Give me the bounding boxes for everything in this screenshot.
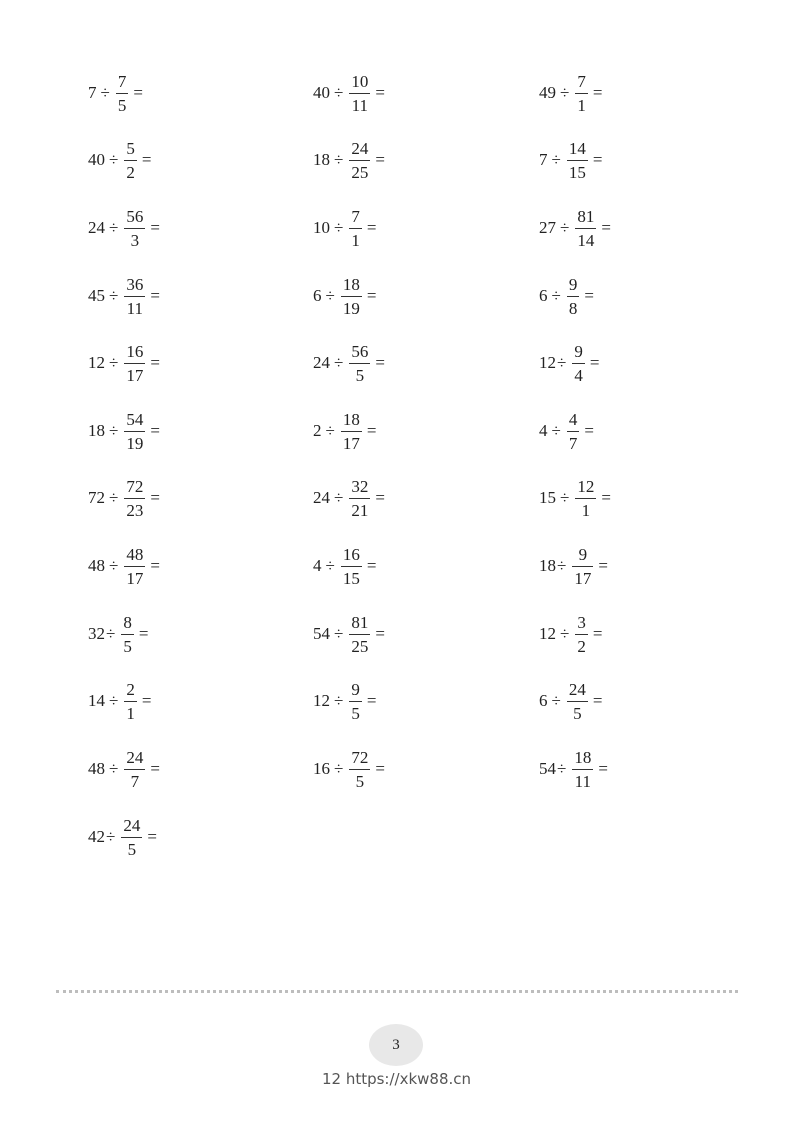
divide-sign: ÷ (557, 759, 567, 778)
dividend: 42 (88, 827, 105, 846)
dividend: 4 (539, 421, 548, 440)
fraction-divisor (341, 411, 362, 452)
fraction-divisor (572, 749, 593, 790)
division-problem (539, 679, 602, 723)
denominator: 1 (126, 703, 135, 723)
denominator: 23 (126, 500, 144, 520)
denominator: 11 (574, 771, 592, 791)
fraction-divisor (567, 140, 588, 181)
denominator: 4 (574, 365, 583, 385)
division-problem (88, 544, 160, 588)
fraction-divisor (124, 140, 137, 181)
fraction-divisor (124, 546, 145, 587)
divide-sign: ÷ (109, 488, 119, 507)
fraction-divisor (575, 478, 596, 519)
denominator: 5 (355, 771, 365, 791)
equals-sign: = (375, 759, 385, 778)
dotted-divider (56, 990, 738, 993)
denominator: 8 (568, 298, 578, 318)
fraction-divisor (124, 478, 145, 519)
fraction-divisor (349, 140, 370, 181)
equals-sign: = (375, 83, 385, 102)
division-problem (88, 815, 157, 859)
denominator: 17 (126, 365, 144, 385)
numerator: 2 (126, 679, 135, 699)
equals-sign: = (375, 624, 385, 643)
division-problem (313, 612, 385, 656)
fraction-divisor (341, 546, 362, 587)
denominator: 17 (574, 568, 592, 588)
dividend: 7 (539, 150, 548, 169)
division-problem (88, 274, 160, 318)
division-problem (539, 341, 599, 385)
numerator: 9 (578, 544, 588, 564)
numerator: 56 (126, 206, 144, 226)
division-problem (313, 747, 385, 791)
numerator: 7 (117, 71, 127, 91)
numerator: 81 (577, 206, 595, 226)
denominator: 17 (342, 433, 360, 453)
equals-sign: = (589, 353, 600, 372)
divide-sign: ÷ (109, 421, 119, 440)
divide-sign: ÷ (325, 556, 335, 575)
denominator: 5 (355, 365, 365, 385)
fraction-divisor (575, 208, 596, 249)
numerator: 7 (577, 71, 586, 91)
numerator: 24 (568, 679, 586, 699)
numerator: 16 (126, 341, 144, 361)
dividend: 72 (88, 488, 105, 507)
numerator: 72 (126, 476, 144, 496)
dividend: 40 (313, 83, 330, 102)
denominator: 14 (577, 230, 595, 250)
divide-sign: ÷ (109, 286, 119, 305)
fraction-divisor (349, 478, 370, 519)
denominator: 2 (577, 636, 586, 656)
denominator: 1 (581, 500, 591, 520)
dividend: 12 (539, 624, 556, 643)
divide-sign: ÷ (109, 218, 119, 237)
equals-sign: = (375, 353, 385, 372)
dividend: 24 (313, 353, 330, 372)
divide-sign: ÷ (334, 150, 344, 169)
division-problem (539, 206, 611, 250)
numerator: 72 (351, 747, 369, 767)
numerator: 12 (577, 476, 595, 496)
dividend: 2 (313, 421, 322, 440)
division-problem (88, 206, 160, 250)
equals-sign: = (150, 488, 160, 507)
denominator: 7 (130, 771, 140, 791)
equals-sign: = (150, 218, 160, 237)
denominator: 25 (351, 162, 369, 182)
division-problem (313, 71, 385, 115)
fraction-divisor (124, 208, 145, 249)
division-problem (313, 409, 376, 453)
fraction-divisor (349, 749, 370, 790)
denominator: 15 (568, 162, 586, 182)
division-problem (539, 476, 611, 520)
numerator: 9 (574, 341, 583, 361)
numerator: 8 (123, 612, 132, 632)
dividend: 27 (539, 218, 556, 237)
division-problem (313, 274, 376, 318)
dividend: 18 (88, 421, 105, 440)
division-problem (539, 274, 594, 318)
divide-sign: ÷ (334, 218, 344, 237)
numerator: 14 (568, 138, 586, 158)
divide-sign: ÷ (334, 624, 344, 643)
denominator: 5 (351, 703, 360, 723)
equals-sign: = (592, 624, 603, 643)
fraction-divisor (124, 749, 145, 790)
fraction-divisor (572, 343, 585, 384)
denominator: 1 (351, 230, 360, 250)
fraction-divisor (567, 411, 580, 452)
numerator: 5 (126, 138, 135, 158)
division-problem (88, 679, 151, 723)
equals-sign: = (584, 421, 594, 440)
denominator: 5 (123, 636, 132, 656)
divide-sign: ÷ (551, 421, 561, 440)
dividend: 24 (88, 218, 105, 237)
division-problem (88, 476, 160, 520)
fraction-divisor (121, 817, 142, 858)
denominator: 19 (342, 298, 360, 318)
dividend: 4 (313, 556, 322, 575)
numerator: 48 (126, 544, 144, 564)
fraction-divisor (349, 681, 362, 722)
dividend: 7 (88, 83, 97, 102)
fraction-divisor (575, 614, 588, 655)
divide-sign: ÷ (109, 353, 119, 372)
equals-sign: = (592, 83, 603, 102)
denominator: 11 (351, 95, 369, 115)
page-number-badge (369, 1024, 423, 1066)
division-problem (539, 612, 602, 656)
division-problem (539, 747, 608, 791)
divide-sign: ÷ (334, 353, 344, 372)
divide-sign: ÷ (109, 691, 119, 710)
denominator: 19 (126, 433, 144, 453)
numerator: 24 (123, 815, 141, 835)
dividend: 6 (539, 286, 548, 305)
equals-sign: = (150, 286, 160, 305)
division-problem (88, 71, 143, 115)
divide-sign: ÷ (551, 691, 561, 710)
dividend: 48 (88, 556, 105, 575)
equals-sign: = (592, 150, 603, 169)
division-problem (88, 747, 160, 791)
division-problem (88, 341, 160, 385)
division-problem (313, 206, 376, 250)
fraction-divisor (124, 681, 137, 722)
divide-sign: ÷ (106, 827, 116, 846)
page-number: 3 (392, 1036, 400, 1053)
fraction-divisor (116, 73, 129, 114)
denominator: 7 (568, 433, 578, 453)
divide-sign: ÷ (557, 556, 567, 575)
fraction-divisor (572, 546, 593, 587)
equals-sign: = (366, 421, 377, 440)
fraction-divisor (575, 73, 588, 114)
division-problem (313, 138, 385, 182)
divide-sign: ÷ (109, 150, 119, 169)
denominator: 15 (342, 568, 360, 588)
numerator: 24 (351, 138, 369, 158)
denominator: 5 (127, 839, 137, 859)
dividend: 6 (539, 691, 548, 710)
equals-sign: = (598, 556, 608, 575)
numerator: 18 (342, 274, 360, 294)
division-problem (539, 71, 602, 115)
equals-sign: = (366, 691, 377, 710)
dividend: 12 (539, 353, 556, 372)
divide-sign: ÷ (100, 83, 110, 102)
equals-sign: = (584, 286, 594, 305)
denominator: 25 (351, 636, 369, 656)
division-problem (313, 544, 376, 588)
divide-sign: ÷ (109, 556, 119, 575)
dividend: 6 (313, 286, 322, 305)
equals-sign: = (601, 488, 611, 507)
divide-sign: ÷ (560, 488, 570, 507)
fraction-divisor (349, 73, 370, 114)
footer-source-text: 12 https://xkw88.cn (321, 1070, 472, 1088)
numerator: 7 (351, 206, 360, 226)
numerator: 9 (568, 274, 578, 294)
equals-sign: = (141, 150, 152, 169)
dividend: 10 (313, 218, 330, 237)
divide-sign: ÷ (334, 83, 344, 102)
dividend: 40 (88, 150, 105, 169)
fraction-divisor (124, 343, 145, 384)
equals-sign: = (150, 421, 160, 440)
denominator: 17 (126, 568, 144, 588)
fraction-divisor (121, 614, 134, 655)
divide-sign: ÷ (551, 150, 561, 169)
divide-sign: ÷ (325, 421, 335, 440)
numerator: 18 (574, 747, 592, 767)
denominator: 21 (351, 500, 369, 520)
divide-sign: ÷ (325, 286, 335, 305)
dividend: 18 (539, 556, 556, 575)
equals-sign: = (138, 624, 149, 643)
equals-sign: = (598, 759, 608, 778)
equals-sign: = (366, 556, 377, 575)
division-problem (313, 679, 376, 723)
division-problem (88, 612, 148, 656)
division-problem (539, 544, 608, 588)
denominator: 11 (126, 298, 144, 318)
equals-sign: = (150, 556, 160, 575)
dividend: 16 (313, 759, 330, 778)
divide-sign: ÷ (560, 624, 570, 643)
dividend: 54 (313, 624, 330, 643)
numerator: 4 (568, 409, 578, 429)
dividend: 32 (88, 624, 105, 643)
numerator: 81 (351, 612, 369, 632)
equals-sign: = (147, 827, 157, 846)
divide-sign: ÷ (560, 218, 570, 237)
dividend: 12 (88, 353, 105, 372)
denominator: 3 (130, 230, 140, 250)
denominator: 5 (117, 95, 127, 115)
equals-sign: = (133, 83, 143, 102)
numerator: 16 (342, 544, 360, 564)
division-problem (313, 341, 385, 385)
division-problem (88, 409, 160, 453)
division-problem (539, 138, 602, 182)
numerator: 3 (577, 612, 586, 632)
equals-sign: = (592, 691, 603, 710)
fraction-divisor (124, 411, 145, 452)
division-problem (88, 138, 151, 182)
dividend: 49 (539, 83, 556, 102)
divide-sign: ÷ (334, 759, 344, 778)
divide-sign: ÷ (551, 286, 561, 305)
numerator: 24 (126, 747, 144, 767)
numerator: 54 (126, 409, 144, 429)
fraction-divisor (349, 614, 370, 655)
equals-sign: = (150, 353, 160, 372)
numerator: 32 (351, 476, 369, 496)
dividend: 14 (88, 691, 105, 710)
dividend: 18 (313, 150, 330, 169)
divide-sign: ÷ (557, 353, 567, 372)
numerator: 10 (351, 71, 369, 91)
equals-sign: = (375, 150, 385, 169)
dividend: 45 (88, 286, 105, 305)
denominator: 5 (573, 703, 582, 723)
equals-sign: = (150, 759, 160, 778)
denominator: 2 (126, 162, 135, 182)
equals-sign: = (375, 488, 385, 507)
numerator: 9 (351, 679, 360, 699)
division-problem (539, 409, 594, 453)
fraction-divisor (341, 276, 362, 317)
equals-sign: = (141, 691, 152, 710)
equals-sign: = (366, 218, 377, 237)
fraction-divisor (124, 276, 145, 317)
dividend: 48 (88, 759, 105, 778)
divide-sign: ÷ (560, 83, 570, 102)
divide-sign: ÷ (334, 488, 344, 507)
fraction-divisor (567, 276, 580, 317)
divide-sign: ÷ (334, 691, 344, 710)
divide-sign: ÷ (109, 759, 119, 778)
divide-sign: ÷ (106, 624, 116, 643)
fraction-divisor (567, 681, 588, 722)
dividend: 54 (539, 759, 556, 778)
dividend: 12 (313, 691, 330, 710)
numerator: 18 (342, 409, 360, 429)
dividend: 15 (539, 488, 556, 507)
fraction-divisor (349, 343, 370, 384)
fraction-divisor (349, 208, 362, 249)
denominator: 1 (577, 95, 586, 115)
equals-sign: = (601, 218, 611, 237)
dividend: 24 (313, 488, 330, 507)
equals-sign: = (366, 286, 377, 305)
numerator: 56 (351, 341, 369, 361)
numerator: 36 (126, 274, 144, 294)
division-problem (313, 476, 385, 520)
